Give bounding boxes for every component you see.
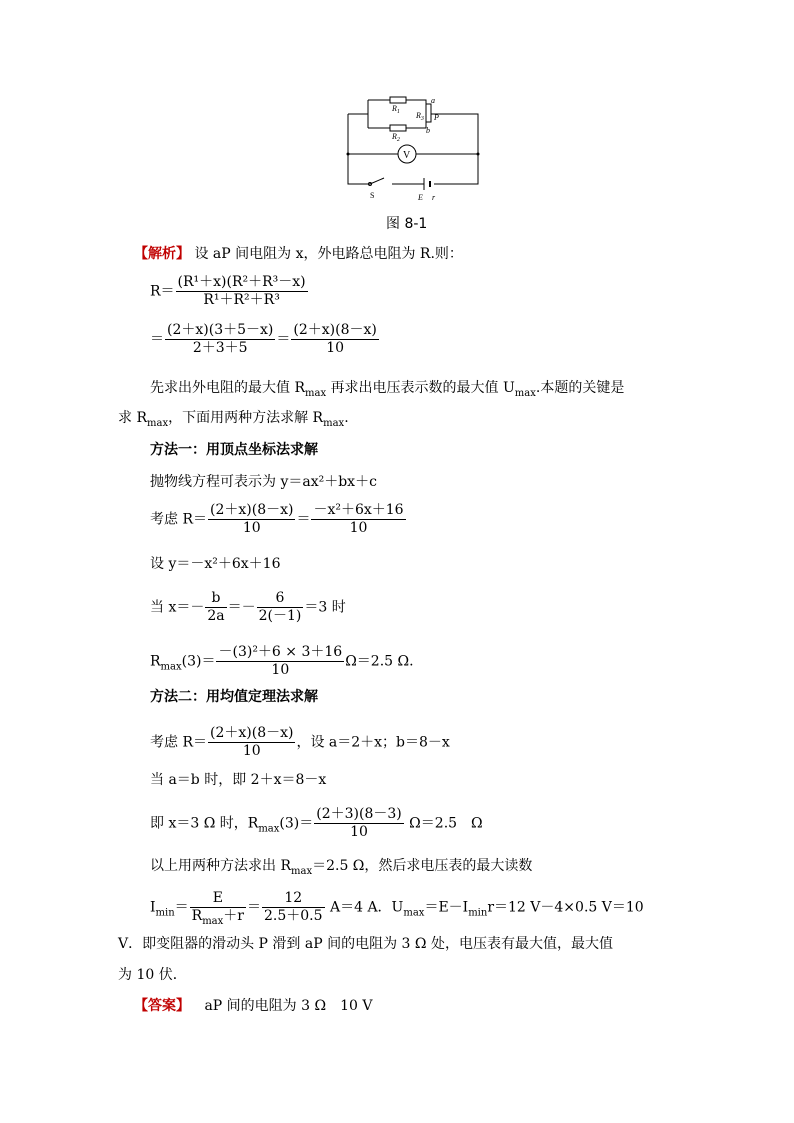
answer-line	[134, 996, 372, 1016]
paragraph-key-line1: 先求出外电阻的最大值 $R_{max}$ 再求出电压表示数的最大值 $U_{max}$.本题的关键是	[150, 380, 625, 399]
solution-tag: 【解析】	[134, 246, 190, 262]
label-e: E	[418, 193, 423, 202]
answer-text: aP 间的电阻为 3 Ω 10 V	[204, 998, 373, 1014]
label-v: V	[403, 150, 411, 161]
solution-intro: 设 aP 间电阻为 x，外电路总电阻为 R.则：	[194, 246, 463, 262]
resistor-r1	[390, 97, 406, 103]
label-r3: $R_3$	[416, 111, 424, 122]
conclusion-line2: 为 10 伏．	[118, 967, 187, 983]
solution-intro-line	[134, 244, 463, 264]
label-s: S	[370, 191, 375, 200]
label-r1: $R_1$	[392, 104, 400, 115]
when-ab-line: 当 a＝b 时，即 2＋x＝8－x	[150, 772, 327, 788]
current-min-line: $I_{min}=$ $\frac{E}{R_{max}+r}$ ＝ $\frac{12}{2.5+0.5}$ A＝4 A．$U_{max}=E-I_{min}r=12$ V－4×0.5 V＝10	[150, 890, 644, 927]
x-equals-three-line: 即 x＝3 Ω 时，$R_{max}(3)=$ $\frac{(2+3)(8-3)}{10}$ Ω＝2.5 Ω	[150, 806, 483, 840]
paragraph-key-line2: 求 $R_{max}$，下面用两种方法求解 $R_{max}$.	[118, 410, 349, 429]
label-r: r	[432, 193, 436, 202]
answer-tag: 【答案】	[134, 998, 190, 1014]
rheostat-r3	[426, 104, 431, 122]
parabola-line: 抛物线方程可表示为 y＝ax²＋bx＋c	[150, 474, 377, 490]
resistor-r2	[390, 125, 406, 131]
label-r2: $R_2$	[392, 132, 400, 143]
consider-two: 考虑 R＝ $\frac{(2+x)(8-x)}{10}$ ，设 a＝2＋x；b＝8－x	[150, 725, 450, 759]
label-p: P	[434, 113, 439, 122]
equation-r-general: R＝ $\frac{\text{(R¹＋x)(R²＋R³－x)}}{\text{R¹＋R²＋R³}}$	[150, 274, 306, 308]
conclusion-line1: V．即变阻器的滑动头 P 滑到 aP 间的电阻为 3 Ω 处，电压表有最大值，最大值	[118, 936, 613, 952]
label-a: a	[431, 96, 435, 105]
when-x-line: 当 x＝－ $\frac{b}{2a}$ ＝－ $\frac{6}{2(-1)}$ ＝3 时	[150, 590, 346, 624]
consider-one: 考虑 R＝ $\frac{(2+x)(8-x)}{10}$ ＝ $\frac{\text{－x²＋6x＋16}}{10}$	[150, 502, 404, 536]
label-b: b	[426, 126, 430, 135]
method-one-heading: 方法一：用顶点坐标法求解	[150, 442, 318, 458]
rmax-line: $R_{max}(3)=$ $\frac{\text{－(3)²＋6 × 3＋16}}{10}$ Ω＝2.5 Ω.	[150, 644, 414, 678]
circuit-diagram	[340, 92, 490, 204]
set-y-line: 设 y＝－x²＋6x＋16	[150, 556, 281, 572]
method-two-heading: 方法二：用均值定理法求解	[150, 689, 318, 705]
figure-caption: 图 8-1	[386, 216, 428, 232]
equation-r-numeric: ＝ $\frac{(2+x)(3+5-x)}{2+3+5}$ ＝ $\frac{(2+x)(8-x)}{10}$	[150, 322, 377, 356]
summary-line: 以上用两种方法求出 $R_{max}=2.5$ Ω，然后求电压表的最大读数	[150, 858, 533, 877]
